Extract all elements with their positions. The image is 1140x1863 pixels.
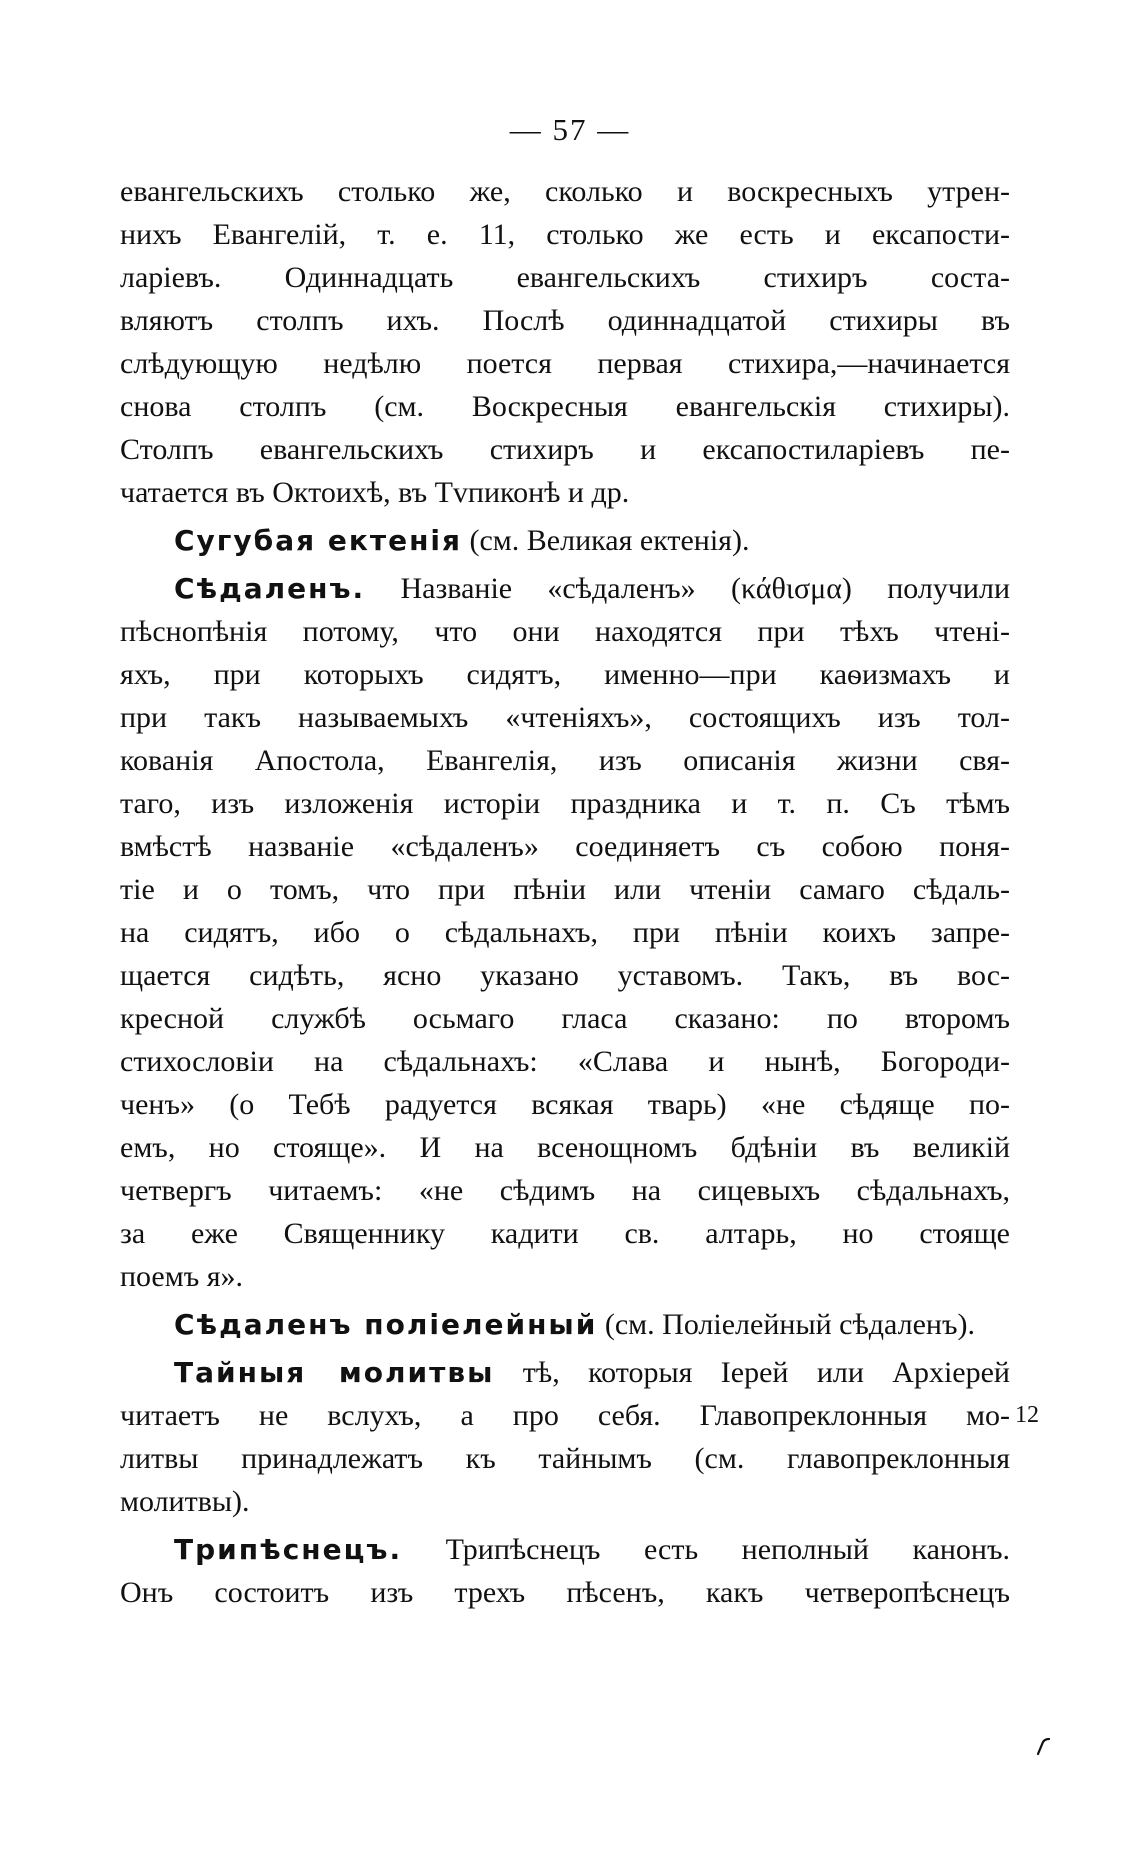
text-line bbox=[120, 471, 1010, 514]
text-line bbox=[120, 1255, 1010, 1298]
line-text: молитвы). bbox=[120, 1485, 250, 1518]
line-text: слѣдующую недѣлю поется первая стихира,—начинается bbox=[120, 347, 1010, 380]
line-text: емъ, но стояще». И на всенощномъ бдѣніи въ великій bbox=[120, 1131, 1010, 1164]
line-text: кресной службѣ осьмаго гласа сказано: по второмъ bbox=[120, 1002, 1010, 1035]
line-text: таго, изъ изложенія исторіи праздника и т. п. Съ тѣмъ bbox=[120, 787, 1010, 820]
line-text: тѣ, которыя Іерей или Архіерей bbox=[494, 1356, 1010, 1389]
text-line bbox=[120, 256, 1010, 299]
text-line bbox=[120, 170, 1010, 213]
text-line bbox=[120, 653, 1010, 696]
entry-heading: Трипѣснецъ. bbox=[174, 1533, 403, 1566]
text-line bbox=[120, 1126, 1010, 1169]
line-text: чатается въ Октоихѣ, въ Тvпиконѣ и др. bbox=[120, 476, 630, 509]
line-text: яхъ, при которыхъ сидятъ, именно—при каѳизмахъ и bbox=[120, 658, 1010, 691]
text-line bbox=[120, 825, 1010, 868]
entry-taynye-molitvy bbox=[120, 1351, 1010, 1394]
line-text: (см. Поліелейный сѣдаленъ). bbox=[597, 1308, 975, 1341]
text-line bbox=[120, 428, 1010, 471]
text-line bbox=[120, 1083, 1010, 1126]
text-line bbox=[120, 1040, 1010, 1083]
entry-tripesnets bbox=[120, 1528, 1010, 1571]
line-text: снова столпъ (см. Воскресныя евангельскія стихиры). bbox=[120, 390, 1010, 423]
entry-heading: Сѣдаленъ поліелейный bbox=[174, 1308, 598, 1341]
entry-heading: Тайныя молитвы bbox=[174, 1356, 495, 1389]
text-line bbox=[120, 1394, 1010, 1437]
page-number: — 57 — bbox=[509, 112, 631, 147]
entry-sedalen-polieleyny bbox=[120, 1303, 1010, 1346]
line-text: четвергъ читаемъ: «не сѣдимъ на сицевыхъ сѣдальнахъ, bbox=[120, 1174, 1010, 1207]
ink-mark-icon bbox=[1034, 1736, 1052, 1756]
line-text: на сидятъ, ибо о сѣдальнахъ, при пѣніи коихъ запре- bbox=[120, 916, 1010, 949]
text-line bbox=[120, 213, 1010, 256]
text-line bbox=[120, 954, 1010, 997]
entry-heading: Сѣдаленъ. bbox=[174, 572, 366, 605]
line-text: ларіевъ. Одиннадцать евангельскихъ стихиръ соста- bbox=[120, 261, 1010, 294]
text-line bbox=[120, 997, 1010, 1040]
line-text: нихъ Евангелій, т. е. 11, столько же есть и ексапости- bbox=[120, 218, 1010, 251]
line-text: Столпъ евангельскихъ стихиръ и ексапостиларіевъ пе- bbox=[120, 433, 1010, 466]
line-text: литвы принадлежатъ къ тайнымъ (см. главопреклонныя bbox=[120, 1442, 1010, 1475]
entry-sugubaya-ektenia bbox=[120, 519, 1010, 562]
line-text: ченъ» (о Тебѣ радуется всякая тварь) «не сѣдяще по- bbox=[120, 1088, 1010, 1121]
text-line bbox=[120, 385, 1010, 428]
text-line bbox=[120, 1169, 1010, 1212]
line-text: Онъ состоитъ изъ трехъ пѣсенъ, какъ четверопѣснецъ bbox=[120, 1576, 1010, 1609]
signature-mark: 12 bbox=[1015, 1402, 1039, 1428]
line-text: поемъ я». bbox=[120, 1260, 244, 1293]
line-text: тіе и о томъ, что при пѣніи или чтеніи самаго сѣдаль- bbox=[120, 873, 1010, 906]
entry-heading: Сугубая ектенія bbox=[174, 524, 462, 557]
line-text: Трипѣснецъ есть неполный канонъ. bbox=[402, 1533, 1010, 1566]
text-line bbox=[120, 342, 1010, 385]
line-text: кованія Апостола, Евангелія, изъ описанія жизни свя- bbox=[120, 744, 1010, 777]
entry-sedalen bbox=[120, 567, 1010, 610]
text-line bbox=[120, 1571, 1010, 1614]
line-text: за еже Священнику кадити св. алтарь, но стояще bbox=[120, 1217, 1010, 1250]
text-line bbox=[120, 782, 1010, 825]
body-text bbox=[120, 170, 1039, 1614]
line-text: читаетъ не вслухъ, а про себя. Главопреклонныя мо- bbox=[120, 1399, 1010, 1432]
line-text: евангельскихъ столько же, сколько и воскресныхъ утрен- bbox=[120, 175, 1010, 208]
line-text: вляютъ столпъ ихъ. Послѣ одиннадцатой стихиры въ bbox=[120, 304, 1010, 337]
text-line bbox=[120, 610, 1010, 653]
text-line bbox=[120, 911, 1010, 954]
text-line bbox=[120, 696, 1010, 739]
line-text: (см. Великая ектенія). bbox=[462, 524, 750, 557]
line-text: пѣснопѣнія потому, что они находятся при тѣхъ чтені- bbox=[120, 615, 1010, 648]
text-line bbox=[120, 299, 1010, 342]
text-line bbox=[120, 1480, 1010, 1523]
line-text: стихословіи на сѣдальнахъ: «Слава и нынѣ, Богороди- bbox=[120, 1045, 1010, 1078]
text-line bbox=[120, 868, 1010, 911]
line-text: Названіе «сѣдаленъ» (κάθισμα) получили bbox=[365, 572, 1010, 605]
line-text: щается сидѣть, ясно указано уставомъ. Такъ, въ вос- bbox=[120, 959, 1010, 992]
line-text: при такъ называемыхъ «чтеніяхъ», состоящихъ изъ тол- bbox=[120, 701, 1010, 734]
line-text: вмѣстѣ названіе «сѣдаленъ» соединяетъ съ собою поня- bbox=[120, 830, 1010, 863]
text-line bbox=[120, 739, 1010, 782]
text-line bbox=[120, 1437, 1010, 1480]
text-line bbox=[120, 1212, 1010, 1255]
